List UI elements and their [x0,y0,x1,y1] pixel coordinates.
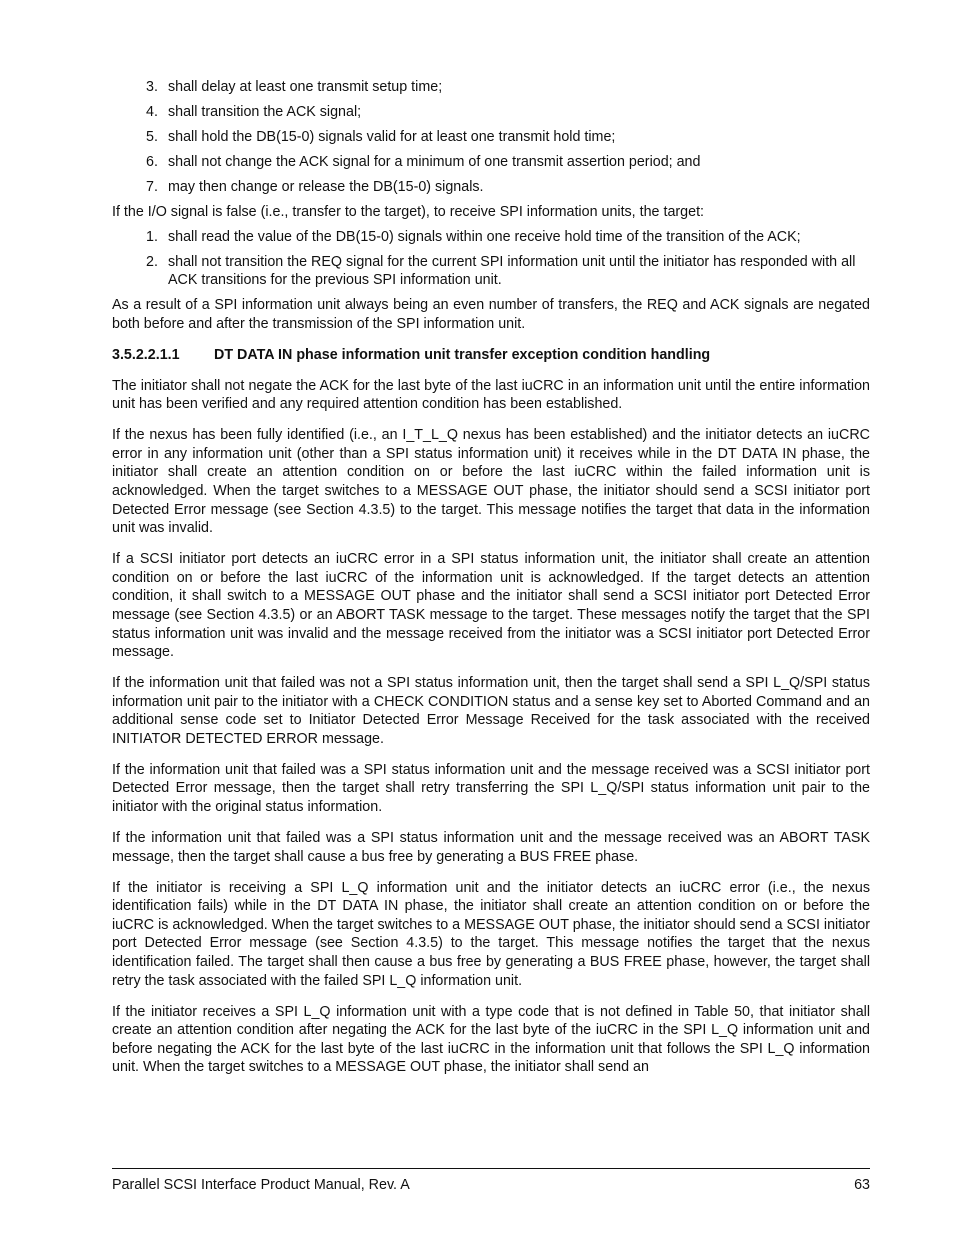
list-item [112,253,870,290]
list-item-text: shall transition the ACK signal; [168,103,362,120]
list-item [112,78,870,97]
list-item-number: 4. [146,103,158,120]
paragraph-result: As a result of a SPI information unit always being an even number of transfers, the REQ and ACK signals are negated both before and after the transmission of the SPI information unit. [112,297,870,332]
list-item [112,178,870,197]
list-item-text: shall delay at least one transmit setup time; [168,79,443,95]
list-item [112,153,870,172]
list-transmit-steps [112,78,870,197]
list-item [112,128,870,147]
list-item-text: shall read the value of the DB(15-0) signals within one receive hold time of the transition of the ACK; [168,228,801,245]
section-title: DT DATA IN phase information unit transfer exception condition handling [214,346,711,363]
list-item-number: 5. [146,128,158,145]
list-item-text: shall not transition the REQ signal for the current SPI information unit until the initiator has responded with all ACK transitions for the previous SPI information unit. [168,253,856,289]
footer-divider [112,1168,870,1169]
paragraph-io-intro: If the I/O signal is false (i.e., transfer to the target), to receive SPI information units, the target: [112,203,705,220]
paragraph: The initiator shall not negate the ACK for the last byte of the last iuCRC in an information unit until the entire information unit has been verified and any required attention condition has been established. [112,377,870,413]
page-footer [112,1176,870,1195]
list-item-number: 3. [146,79,158,95]
list-item [112,228,870,247]
list-item-number: 1. [146,228,158,245]
paragraph: If the nexus has been fully identified (i.e., an I_T_L_Q nexus has been established) and the initiator detects an iuCRC error in any information unit (other than a SPI status information unit) it receives while in the DT DATA IN phase, the initiator shall create an attention condition on or before the last iuCRC within the failed information unit is acknowledged. When the target switches to a MESSAGE OUT phase, the initiator should send a SCSI initiator port Detected Error message (see Section 4.3.5) to the target. This message notifies the target that data in the information unit was invalid. [112,427,870,537]
list-item-number: 6. [146,153,158,170]
paragraph: If the initiator is receiving a SPI L_Q information unit and the initiator detects an iuCRC error (i.e., the nexus identification fails) while in the DT DATA IN phase, the initiator shall create an attention condition on or before the iuCRC is acknowledged. When the target switches to a MESSAGE OUT phase, the initiator should send a SCSI initiator port Detected Error message (see Section 4.3.5) to the target. This message notifies the target that the nexus identification failed. The target shall then cause a bus free by generating a BUS FREE phase, however, the target shall retry the task associated with the failed SPI L_Q information unit. [112,879,870,989]
paragraph: If the information unit that failed was a SPI status information unit and the message received was an ABORT TASK message, then the target shall cause a bus free by generating a BUS FREE phase. [112,830,870,865]
footer-page-number: 63 [854,1177,870,1193]
paragraph: If the information unit that failed was a SPI status information unit and the message received was a SCSI initiator port Detected Error message, then the target shall retry transferring the SPI L_Q/SPI status information unit pair to the initiator with the original status information. [112,761,870,816]
paragraph: If the information unit that failed was not a SPI status information unit, then the target shall send a SPI L_Q/SPI status information unit pair to the initiator with a CHECK CONDITION status and a sense key set to Aborted Command and an additional sense code set to Initiator Detected Error Message Received for the task associated with the received INITIATOR DETECTED ERROR message. [112,675,870,747]
list-receive-steps [112,228,870,290]
list-item-number: 7. [146,178,158,195]
section-heading [112,346,870,365]
footer-document-title: Parallel SCSI Interface Product Manual, Rev. A [112,1177,410,1193]
list-item [112,103,870,122]
paragraph: If a SCSI initiator port detects an iuCRC error in a SPI status information unit, the initiator shall create an attention condition on or before the last iuCRC of the information unit is acknowledged. If the target detects an attention condition, it shall switch to a MESSAGE OUT phase and the initiator shall send a SCSI initiator port Detected Error message (see Section 4.3.5) or an ABORT TASK message to the target. These messages notify the target that the SPI status information unit was invalid and the message received from the initiator was a SCSI initiator port Detected Error message. [112,551,870,661]
list-item-text: may then change or release the DB(15-0) signals. [168,178,484,195]
list-item-text: shall hold the DB(15-0) signals valid for at least one transmit hold time; [168,128,616,145]
list-item-text: shall not change the ACK signal for a minimum of one transmit assertion period; and [168,153,701,170]
paragraph: If the initiator receives a SPI L_Q information unit with a type code that is not defined in Table 50, that initiator shall create an attention condition after negating the ACK for the last byte of the iuCRC in the SPI L_Q information unit and before negating the ACK for the last byte of the last iuCRC in the information unit that follows the SPI L_Q information unit. When the target switches to a MESSAGE OUT phase, the initiator shall send an [112,1003,870,1076]
list-item-number: 2. [146,253,158,270]
section-number: 3.5.2.2.1.1 [112,346,180,363]
page-body [112,78,870,1089]
